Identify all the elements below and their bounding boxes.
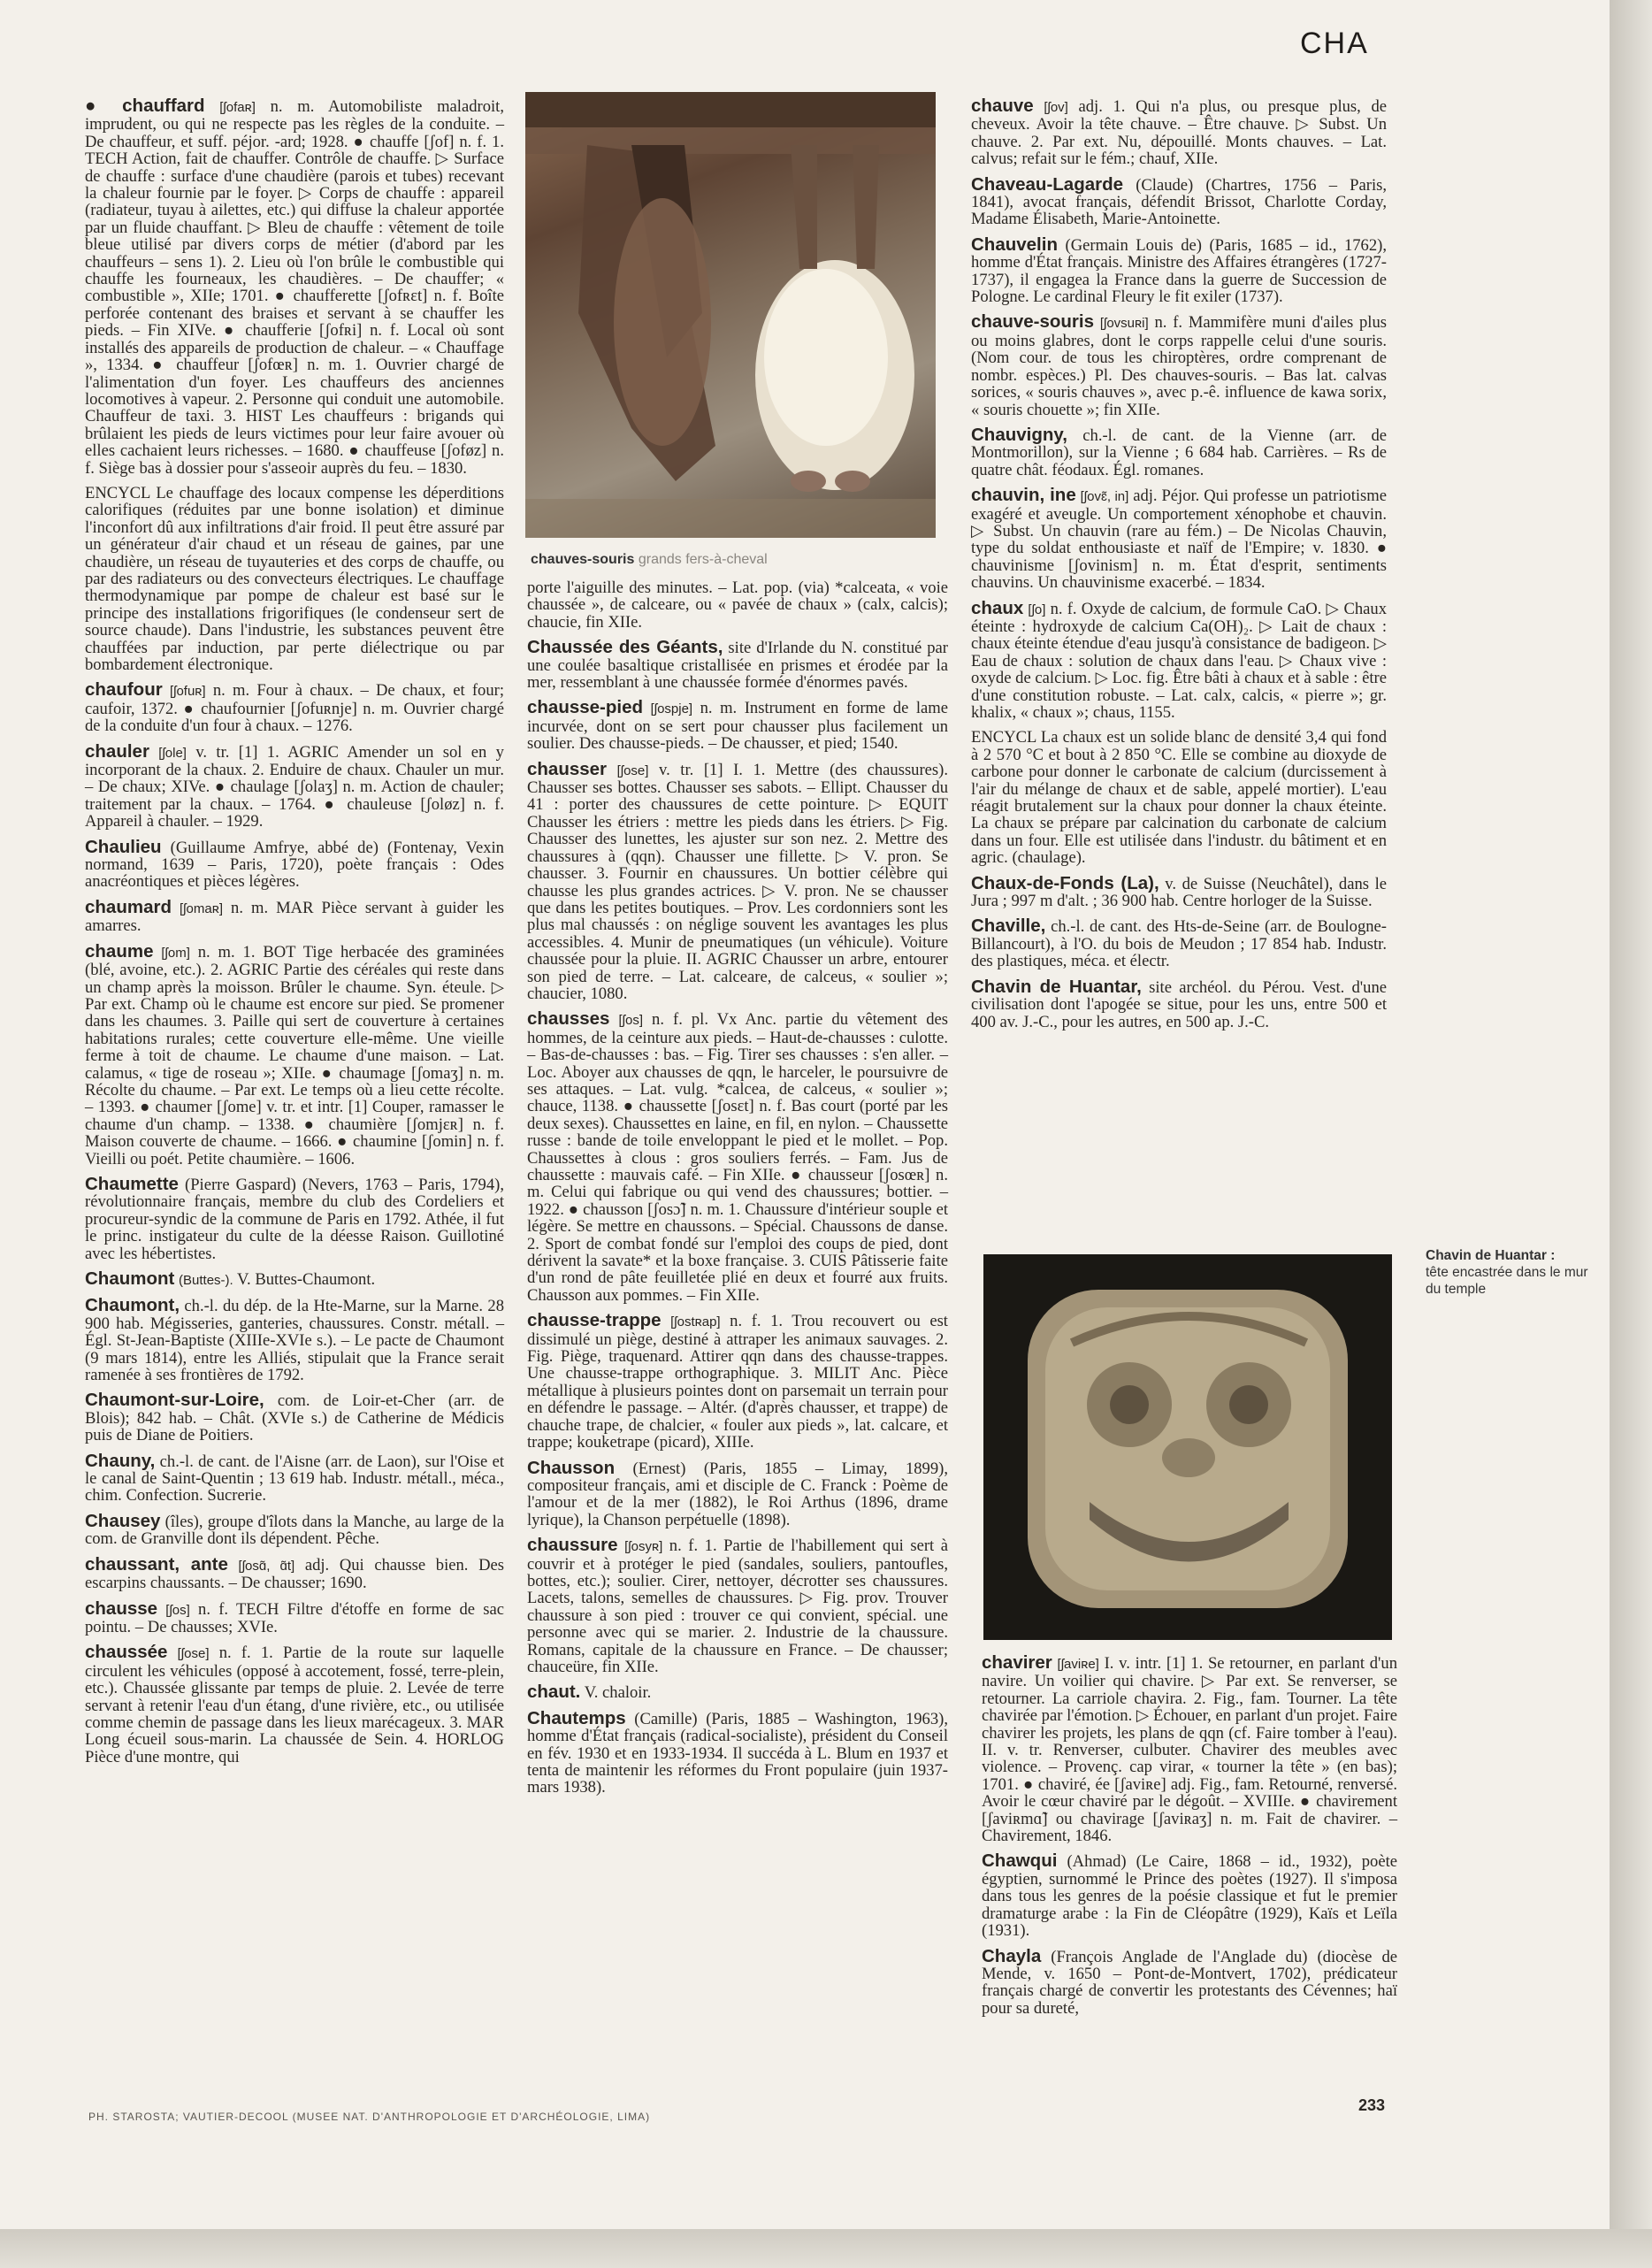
entry-phonetic: [ʃovɛ̃, in] bbox=[1080, 489, 1129, 505]
entry-phonetic: [ʃostʀap] bbox=[670, 1314, 721, 1330]
entry-headword: Chavin de Huantar, bbox=[971, 976, 1142, 997]
entry-definition: (Ernest) (Paris, 1855 – Limay, 1899), compositeur français, ami et disciple de C. Franck : Poème de l'amour et de la mer (1882), le Roi Arthus (1896, drame lyrique), la Chanson perpétuelle (1898). bbox=[527, 1459, 948, 1529]
dictionary-entry bbox=[971, 426, 1387, 479]
page-bottom-edge bbox=[0, 2229, 1652, 2268]
entry-definition: adj. 1. Qui n'a plus, ou presque plus, de cheveux. Avoir la tête chauve. – Être chauve. ▷ Subst. Un chauve. 2. Par ext. Nu, dépouillé. Monts chauves. – Lat. calvus; refait sur le fém.; chauf, XIIe. bbox=[971, 97, 1388, 169]
bats-illustration bbox=[525, 92, 936, 538]
entry-headword: chaussant, ante bbox=[85, 1553, 228, 1575]
dictionary-entry bbox=[85, 681, 504, 734]
entry-definition: (François Anglade de l'Anglade du) (diocèse de Mende, v. 1650 – Pont-de-Montvert, 1702), prédicateur français chargé de convertir les protestants des Cévennes; haï pour sa dureté, bbox=[982, 1947, 1398, 2018]
dictionary-entry bbox=[971, 917, 1387, 969]
entry-definition: (Camille) (Paris, 1885 – Washington, 1963), homme d'État français (radical-socialiste), président du Conseil en fév. 1930 et en 1933-1934. Il succéda à L. Blum en 1937 et tenta de maintenir les réformes du Front populaire (juin 1937-mars 1938). bbox=[527, 1709, 948, 1797]
dictionary-entry bbox=[971, 313, 1387, 418]
entry-headword: chaut. bbox=[527, 1682, 581, 1703]
dictionary-entry bbox=[971, 729, 1387, 866]
entry-definition: n. f. TECH Filtre d'étoffe en forme de sac pointu. – De chausses; XVIe. bbox=[85, 1599, 505, 1636]
entry-headword: Chaux-de-Fonds (La), bbox=[971, 872, 1159, 893]
dictionary-entry bbox=[85, 485, 504, 673]
dictionary-entry bbox=[527, 1010, 948, 1304]
entry-definition: n. m. Instrument en forme de lame incurvée, dont on se sert pour chausser plus facilement un soulier. Des chausse-pieds. – De chausser, et pied; 1540. bbox=[527, 699, 948, 754]
entry-definition: adj. Péjor. Qui professe un patriotisme exagéré et aveugle. Un comportement xénophobe et chauvin. ▷ Subst. Un chauvin (rare au fém.) – De Nicolas Chauvin, type du soldat enthousiaste et naïf de l'Empire; v. 1830. ● chauvinisme [ʃovinism] n. m. État d'esprit, sentiments chauvins. Un chauvinisme exacerbé. – 1834. bbox=[971, 487, 1388, 593]
dictionary-entry bbox=[982, 1945, 1398, 2018]
entry-definition: ch.-l. de cant. de l'Aisne (arr. de Laon), sur l'Oise et le canal de Saint-Quentin ; 13 619 hab. Industr. métall., méca., chim. Confection. Sucrerie. bbox=[85, 1452, 504, 1506]
entry-phonetic: [ʃosɑ̃, ɑ̃t] bbox=[238, 1558, 295, 1574]
entry-definition: v. tr. [1] I. 1. Mettre (des chaussures). Chausser ses bottes. Chausser ses sabots. – Ellipt. Chausser du 41 : porter des chaussures de cette pointure. ▷ EQUIT Chausser les étriers : mettre les pieds dans les étriers. ▷ Fig. Chausser des lunettes, les ajuster sur son nez. 2. Mettre des chaussures à (qqn). Chausser une fillette. ▷ V. pron. Se chausser. 3. Fournir en chaussures. Un bottier célèbre qui chausse les plus grandes actrices. ▷ V. pron. Ne se chausser que dans les petites boutiques. – Prov. Les cordonniers sont les plus mal chaussés : on néglige souvent les avantages les plus accessibles. 4. Munir de pneumatiques (un véhicule). Voiture chaussée pour la pluie. II. AGRIC Chausser un arbre, entourer son pied de terre. – Lat. calceare, de calceus, « soulier »; chaucier, 1080. bbox=[527, 760, 948, 1003]
entry-phonetic: [ʃosyʀ] bbox=[624, 1539, 663, 1555]
column-2 bbox=[527, 579, 948, 1804]
dictionary-entry bbox=[527, 1457, 948, 1529]
column-3 bbox=[971, 97, 1387, 1038]
dictionary-entry bbox=[85, 940, 504, 1168]
entry-headword: Chaumont, bbox=[85, 1295, 180, 1316]
entry-headword: Chaumont-sur-Loire, bbox=[85, 1390, 264, 1411]
entry-definition: com. de Loir-et-Cher (arr. de Blois); 842 hab. – Chât. (XVIe s.) de Catherine de Médicis puis de Diane de Poitiers. bbox=[85, 1391, 505, 1445]
entry-headword: chavirer bbox=[982, 1652, 1052, 1673]
dictionary-entry bbox=[85, 1644, 504, 1766]
entry-headword: Chaville, bbox=[971, 916, 1046, 937]
entry-headword: Chausey bbox=[85, 1510, 161, 1531]
entry-headword: chaussure bbox=[527, 1535, 618, 1556]
entry-definition: ch.-l. de cant. des Hts-de-Seine (arr. de Boulogne-Billancourt), à l'O. du bois de Meudon ; 17 854 hab. Industr. des plastiques, méca. et électr. bbox=[971, 917, 1387, 971]
entry-definition: (Germain Louis de) (Paris, 1685 – id., 1762), homme d'État français. Ministre des Affaires étrangères (1727-1737), il engagea la France dans la guerre de Succession de Pologne. Le cardinal Fleury le fit exiler (1737). bbox=[971, 235, 1387, 307]
entry-definition: porte l'aiguille des minutes. – Lat. pop. (via) *calceata, « voie chaussée », de calceare, ou « pavée de chaux » (calx, calcis); chaucie, fin XIIe. bbox=[527, 578, 948, 632]
dictionary-entry bbox=[982, 1852, 1397, 1939]
entry-headword: Chaussée des Géants, bbox=[527, 637, 723, 658]
stone-head-illustration bbox=[983, 1254, 1392, 1640]
dictionary-entry bbox=[971, 97, 1387, 168]
entry-headword: Chauvelin bbox=[971, 234, 1058, 255]
column-3-lower bbox=[982, 1654, 1397, 2025]
dictionary-entry bbox=[527, 1536, 948, 1675]
dictionary-entry bbox=[971, 487, 1387, 591]
dictionary-entry bbox=[85, 740, 504, 831]
entry-definition: V. Buttes-Chaumont. bbox=[237, 1270, 376, 1289]
entry-headword: chaux bbox=[971, 597, 1024, 618]
page-number: 233 bbox=[1358, 2096, 1386, 2114]
entry-phonetic: [ʃose] bbox=[616, 762, 649, 778]
entry-definition: (Ahmad) (Le Caire, 1868 – id., 1932), poète égyptien, surnommé le Prince des poètes (1927). Il s'imposa dans tous les genres de la poésie classique et fut le premier dramaturge arabe : la Fin de Cléopâtre (1929), Kaïs et Leïla (1931). bbox=[982, 1852, 1397, 1941]
entry-definition: (îles), groupe d'îlots dans la Manche, au large de la com. de Granville dont ils dépendent. Pêche. bbox=[85, 1512, 504, 1549]
stone-head-photo bbox=[983, 1254, 1392, 1640]
bats-caption bbox=[531, 552, 946, 568]
entry-definition: n. f. pl. Vx Anc. partie du vêtement des hommes, de la ceinture aux pieds. – Haut-de-chausses : culotte. – Bas-de-chausses : bas. – Fig. Tirer ses chausses : s'en aller. – Loc. Aboyer aux chausses de qqn, le harceler, le poursuivre de ses attaques. – Lat. vulg. *calcea, de calceus, « soulier »; chauce, 1138. ● chaussette [ʃosɛt] n. f. Bas court (porté par les deux sexes). Chaussettes en laine, en fil, en nylon. – Chaussette russe : bande de toile enveloppant le pied et le mollet. – Pop. Chaussettes à clous : gros souliers ferrés. – Fam. Jus de chaussette : mauvais café. – Fin XIIe. ● chausseur [ʃosœʀ] n. m. Celui qui fabrique ou qui vend des chaussures; bottier. – 1922. ● chausson [ʃosɔ̃] n. m. 1. Chaussure d'intérieur souple et légère. Se mettre en chaussons. – Spécial. Chaussons de danse. 2. Sport de combat fondé sur l'emploi des coups de pied, dont dérivent la savate* et la boxe française. 3. CUIS Pâtisserie faite d'un rond de pâte feuilletée plié en deux et fourré aux fruits. Chausson aux pommes. – Fin XIIe. bbox=[527, 1010, 948, 1305]
running-head: CHA bbox=[1300, 27, 1369, 60]
entry-definition: n. f. 1. Partie de l'habillement qui sert à couvrir et à protéger le pied (sandales, souliers, pantoufles, bottes, etc.); soulier. Cirer, nettoyer, décrotter ses chaussures. Lacets, talons, semelles de chaussures. ▷ Fig. prov. Trouver chaussure à son pied : trouver ce qui convient, spécial. une personne avec qui se marier. 2. Industrie de la chaussure. Romans, capitale de la chaussure en France. – De chausser; chauceüre, fin XIIe. bbox=[527, 1536, 948, 1676]
entry-definition: n. m. 1. BOT Tige herbacée des graminées (blé, avoine, etc.). 2. AGRIC Partie des céréales qui reste dans un champ après la moisson. Brûler le chaume. Syn. éteule. ▷ Par ext. Champ où le chaume est encore sur pied. Se promener dans les chaumes. 3. Paille qui sert de couverture à certaines habitations rurales; cette couverture elle-même. Une vieille ferme à toit de chaume. Le chaume d'une maison. – Lat. calamus, « tige de roseau »; XIIe. ● chaumage [ʃomaʒ] n. m. Récolte du chaume. – Par ext. Le temps où a lieu cette récolte. – 1393. ● chaumer [ʃome] v. tr. et intr. [1] Couper, ramasser le chaume d'un champ. – 1338. ● chaumière [ʃomjɛʀ] n. f. Maison couverte de chaume. – 1666. ● chaumine [ʃomin] n. f. Vieilli ou poét. Petite chaumière. – 1606. bbox=[85, 942, 504, 1168]
entry-headword: Chawqui bbox=[982, 1850, 1058, 1872]
entry-phonetic: [ʃose] bbox=[177, 1646, 210, 1662]
entry-headword: Chautemps bbox=[527, 1707, 626, 1728]
entry-definition: n. f. 1. Trou recouvert ou est dissimulé un piège, destiné à attraper les animaux sauvages. 2. Fig. Piège, traquenard. Attirer qqn dans des chausse-trappes. Une chausse-trappe orthographique. 3. MILIT Anc. Pièce métallique à plusieurs pointes dont on parsemait un terrain pour en défendre le passage. – Altér. (d'après chausser, et trappe) de chauche trape, de chalcier, « fouler aux pieds », lat. calcare, et trappe; kouketrape (picard), XIIIe. bbox=[527, 1312, 948, 1452]
dictionary-entry bbox=[85, 1510, 504, 1549]
entry-headword: chauler bbox=[85, 740, 149, 762]
entry-headword: chaume bbox=[85, 940, 154, 962]
dictionary-entry bbox=[971, 236, 1387, 306]
entry-headword: chauvin, ine bbox=[971, 485, 1076, 506]
entry-phonetic: [ʃomaʀ] bbox=[180, 900, 223, 916]
entry-definition: adj. Qui chausse bien. Des escarpins chaussants. – De chausser; 1690. bbox=[85, 1555, 504, 1593]
entry-definition: ENCYCL La chaux est un solide blanc de densité 3,4 qui fond à 2 570 °C et bout à 2 850 °C. Elle se combine au dioxyde de carbone pour donner le carbonate de calcium (durcissement à l'air du mélange de chaux et de sable, appelé mortier). L'eau réagit brutalement sur la chaux pour donner la chaux éteinte. La chaux se prépare par calcination du carbonate de calcium dans un four. Elle est utilisée dans l'industr. du bâtiment et en agric. (chaulage). bbox=[971, 728, 1387, 868]
dictionary-entry bbox=[85, 1452, 504, 1505]
dictionary-entry bbox=[85, 1297, 504, 1383]
entry-definition: ENCYCL Le chauffage des locaux compense les déperditions calorifiques (réduites par une bonne isolation) et diminue l'inconfort dû aux infiltrations d'air froid. Il peut être assuré par un générateur d'air chaud et un réseau de gaines, par une chaudière, un réseau de tuyauteries et des corps de chauffe, ou par des radiateurs ou des convecteurs électriques. Le chauffage thermodynamique par pompe de chaleur est basé sur le principe des installations frigorifiques (le condenseur sert de source chaude). Dans l'industrie, les substances peuvent être chauffées par induction, par perte diélectrique ou par bombardement électronique. bbox=[85, 483, 504, 674]
entry-definition: n. f. 1. Partie de la route sur laquelle circulent les véhicules (opposé à accotement, fossé, terre-plein, etc.). Chaussée glissante par temps de pluie. 2. Levée de terre servant à retenir l'eau d'un étang, d'une rivière, etc., ou utilisée comme chemin de passage dans les lieux marécageux. 3. MAR Long écueil sous-marin. La chaussée de Sein. 4. HORLOG Pièce d'une montre, qui bbox=[85, 1644, 504, 1766]
entry-definition: (Pierre Gaspard) (Nevers, 1763 – Paris, 1794), révolutionnaire français, membre du club des Cordeliers et procureur-syndic de la commune de Paris en 1792. Athée, il fut le princ. instigateur du culte de la déesse Raison. Guillotiné avec les hébertistes. bbox=[85, 1175, 504, 1263]
entry-definition: V. chaloir. bbox=[584, 1683, 652, 1703]
entry-phonetic: [ʃaviʀe] bbox=[1057, 1657, 1099, 1672]
stone-head-caption bbox=[1426, 1247, 1602, 1298]
entry-definition: (Guillaume Amfrye, abbé de) (Fontenay, Vexin normand, 1639 – Paris, 1720), poète français : Odes anacréontiques et pièces légères. bbox=[85, 838, 504, 892]
entry-phonetic: [ʃofaʀ] bbox=[219, 100, 256, 115]
dictionary-entry bbox=[527, 758, 948, 1003]
dictionary-entry bbox=[85, 1553, 504, 1593]
column-1 bbox=[85, 97, 504, 1774]
bats-caption-title: chauves-souris bbox=[531, 552, 635, 567]
dictionary-entry bbox=[85, 1600, 504, 1636]
entry-definition: site archéol. du Pérou. Vest. d'une civilisation dont l'apogée se situe, pour les uns, entre 500 et 400 av. J.-C., pour les autres, en 500 ap. J.-C. bbox=[971, 977, 1387, 1031]
entry-phonetic: [ʃospje] bbox=[650, 701, 693, 717]
entry-definition: ch.-l. de cant. de la Vienne (arr. de Montmorillon), sur la Vienne ; 6 684 hab. Carrières. – Rs de quatre chât. féodaux. Égl. romanes. bbox=[971, 425, 1387, 479]
entry-phonetic: [ʃo] bbox=[1028, 601, 1046, 617]
entry-definition: v. tr. [1] 1. AGRIC Amender un sol en y incorporant de la chaux. 2. Enduire de chaux. Chauler un mur. – De chaux; XIVe. ● chaulage [ʃolaʒ] n. m. Action de chauler; traitement par la chaux. – 1764. ● chauleuse [ʃoløz] n. f. Appareil à chauler. – 1929. bbox=[85, 742, 504, 831]
bats-caption-sub: grands fers-à-cheval bbox=[638, 552, 768, 567]
entry-headword: ● chauffard bbox=[85, 96, 205, 116]
entry-headword: chaumard bbox=[85, 896, 172, 917]
entry-definition: n. m. Automobiliste maladroit, imprudent, ou qui ne respecte pas les règles de la conduite. – De chauffeur, et suff. péjor. -ard; 1928. ● chauffe [ʃof] n. f. 1. TECH Action, fait de chauffer. Contrôle de chauffe. ▷ Surface de chauffe : surface d'une chaudière (parois et tubes) recevant la chaleur fournie par le foyer. ▷ Corps de chauffe : appareil (radiateur, tuyau à ailettes, etc.) qui diffuse la chaleur apportée par un fluide chauffant. ▷ Bleu de chauffe : vêtement de toile bleue utilisé par divers corps de métier (d'abord par les chauffeurs – sens 1). 2. Lieu où l'on brûle le combustible qui chauffe les fourneaux, les chaudières. – De chauffer; « combustible », XIIe; 1701. ● chaufferette [ʃofʀɛt] n. f. Boîte perforée contenant des braises et servant à se chauffer les pieds. – Fin XIVe. ● chaufferie [ʃofʀi] n. f. Local où sont installés des appareils de production de chaleur. – « Chauffage », 1334. ● chauffeur [ʃofœʀ] n. m. 1. Ouvrier chargé de l'alimentation d'un foyer. Les chauffeurs des anciennes locomotives à vapeur. 2. Personne qui conduit une automobile. Chauffeur de taxi. 3. HIST Les chauffeurs : brigands qui brûlaient les pieds de leurs victimes pour leur faire avouer où elles cachaient leurs richesses. – 1680. ● chauffeuse [ʃoføz] n. f. Siège bas à dossier pour s'asseoir auprès du feu. – 1830. bbox=[85, 97, 504, 478]
dictionary-entry bbox=[971, 173, 1387, 229]
entry-phonetic: [ʃole] bbox=[158, 745, 187, 761]
entry-headword: Chayla bbox=[982, 1945, 1042, 1966]
dictionary-entry bbox=[527, 699, 948, 752]
entry-definition: v. de Suisse (Neuchâtel), dans le Jura ; 997 m d'alt. ; 36 900 hab. Centre horloger de la Suisse. bbox=[971, 874, 1387, 911]
entry-headword: Chaumont bbox=[85, 1268, 175, 1289]
entry-phonetic: [ʃov] bbox=[1044, 100, 1068, 115]
entry-headword: chauve-souris bbox=[971, 311, 1094, 333]
dictionary-entry bbox=[971, 978, 1387, 1031]
dictionary-entry bbox=[85, 1391, 504, 1444]
entry-definition: ch.-l. du dép. de la Hte-Marne, sur la Marne. 28 900 hab. Mégisseries, ganteries, chaussures. Constr. métall. – Égl. St-Jean-Baptiste (XIIIe-XVIe s.). – Le pacte de Chaumont (9 mars 1814), entre les Alliés, stipulait que la France serait ramenée à ses frontières de 1792. bbox=[85, 1297, 504, 1385]
entry-headword: chaussée bbox=[85, 1642, 168, 1663]
entry-headword: chaufour bbox=[85, 679, 163, 701]
entry-headword: chausser bbox=[527, 758, 608, 779]
entry-definition: (Claude) (Chartres, 1756 – Paris, 1841), avocat français, défendit Brissot, Charlotte Corday, Madame Élisabeth, Marie-Antoinette. bbox=[971, 175, 1387, 229]
dictionary-entry bbox=[85, 1270, 504, 1289]
dictionary-entry bbox=[527, 1312, 948, 1451]
entry-headword: Chaulieu bbox=[85, 836, 162, 857]
entry-headword: chausse-pied bbox=[527, 697, 644, 718]
entry-definition: n. f. Mammifère muni d'ailes plus ou moins glabres, dont le corps rappelle celui d'une souris. (Nom cour. de tous les chiroptères, ordre comprenant de nombr. espèces.) Pl. Des chauves-souris. – Bas lat. calvas sorices, « souris chauves », avec p.-ê. influence de kawa sorix, « souris chouette »; fin XIIe. bbox=[971, 313, 1387, 419]
entry-headword: chausse bbox=[85, 1598, 158, 1619]
dictionary-entry bbox=[527, 1683, 948, 1701]
entry-headword: chausse-trappe bbox=[527, 1310, 662, 1331]
dictionary-entry bbox=[982, 1654, 1397, 1844]
entry-headword: Chaveau-Lagarde bbox=[971, 173, 1124, 195]
bats-photo bbox=[525, 92, 936, 538]
dictionary-entry bbox=[85, 896, 504, 936]
dictionary-entry bbox=[971, 872, 1387, 911]
entry-definition: site d'Irlande du N. constitué par une coulée basaltique cristallisée en prismes et érodée par la mer, ressemblant à une chaussée formée d'énormes pavés. bbox=[527, 639, 948, 693]
entry-phonetic: [ʃovsuʀi] bbox=[1099, 316, 1149, 332]
entry-definition: n. m. MAR Pièce servant à guider les amarres. bbox=[85, 898, 504, 936]
entry-phonetic: (Buttes-). bbox=[179, 1273, 233, 1288]
stone-head-caption-text: tête encastrée dans le mur du temple bbox=[1426, 1265, 1588, 1297]
entry-headword: Chauvigny, bbox=[971, 424, 1067, 445]
dictionary-entry bbox=[971, 597, 1387, 722]
entry-phonetic: [ʃofuʀ] bbox=[169, 684, 206, 700]
entry-phonetic: [ʃos] bbox=[618, 1013, 643, 1029]
dictionary-entry bbox=[85, 97, 504, 477]
dictionary-entry bbox=[527, 1707, 948, 1797]
entry-headword: Chaumette bbox=[85, 1173, 179, 1194]
stone-head-caption-title: Chavin de Huantar : bbox=[1426, 1248, 1556, 1263]
dictionary-entry bbox=[85, 836, 504, 892]
entry-phonetic: [ʃom] bbox=[161, 945, 190, 961]
dictionary-entry bbox=[527, 639, 948, 691]
entry-definition: n. f. Oxyde de calcium, de formule CaO. ▷ Chaux éteinte : hydroxyde de calcium Ca(OH)₂. ▷ Lait de chaux : chaux éteinte étendue d'eau jusqu'à consistance de badigeon. ▷ Eau de chaux : solution de chaux dans l'eau. ▷ Chaux vive : oxyde de calcium. ▷ Loc. fig. Être bâti à chaux et à sable : être d'une constitution robuste. – Lat. calx, calcis, « pierre »; gr. khalix, « chaux »; chaus, 1155. bbox=[971, 599, 1387, 722]
dictionary-entry bbox=[85, 1173, 504, 1263]
dictionary-entry bbox=[527, 579, 948, 631]
entry-phonetic: [ʃos] bbox=[165, 1602, 190, 1618]
page-edge-shadow bbox=[1610, 0, 1652, 2268]
entry-headword: Chauny, bbox=[85, 1450, 156, 1471]
photo-credits: PH. STAROSTA; VAUTIER-DECOOL (MUSEE NAT. D'ANTHROPOLOGIE ET D'ARCHÉOLOGIE, LIMA) bbox=[88, 2111, 651, 2123]
entry-headword: chauve bbox=[971, 96, 1034, 116]
entry-definition: n. m. Four à chaux. – De chaux, et four; caufoir, 1372. ● chaufournier [ʃofuʀnje] n. m. Ouvrier chargé de la conduite d'un four à chaux. – 1276. bbox=[85, 681, 504, 736]
entry-headword: Chausson bbox=[527, 1457, 616, 1478]
entry-headword: chausses bbox=[527, 1008, 610, 1030]
entry-definition: I. v. intr. [1] 1. Se retourner, en parlant d'un navire. Un voilier qui chavire. ▷ Par ext. Se renverser, se retourner. La carriole chavira. 2. Fig., fam. Tourner. La tête chavirée par l'émotion. ▷ Échouer, en parlant d'un projet. Faire chavirer les projets, les plans de qqn (cf. Faire tomber à l'eau). II. v. tr. Renverser, culbuter. Chavirer des meubles avec violence. – Provenç. cap virar, « tourner la tête » (en bas); 1701. ● chaviré, ée [ʃaviʀe] adj. Fig., fam. Retourné, renversé. Avoir le cœur chaviré par le dégoût. – XVIIIe. ● chavirement [ʃaviʀmɑ̃] ou chavirage [ʃaviʀaʒ] n. m. Fait de chavirer. – Chavirement, 1846. bbox=[982, 1654, 1397, 1846]
